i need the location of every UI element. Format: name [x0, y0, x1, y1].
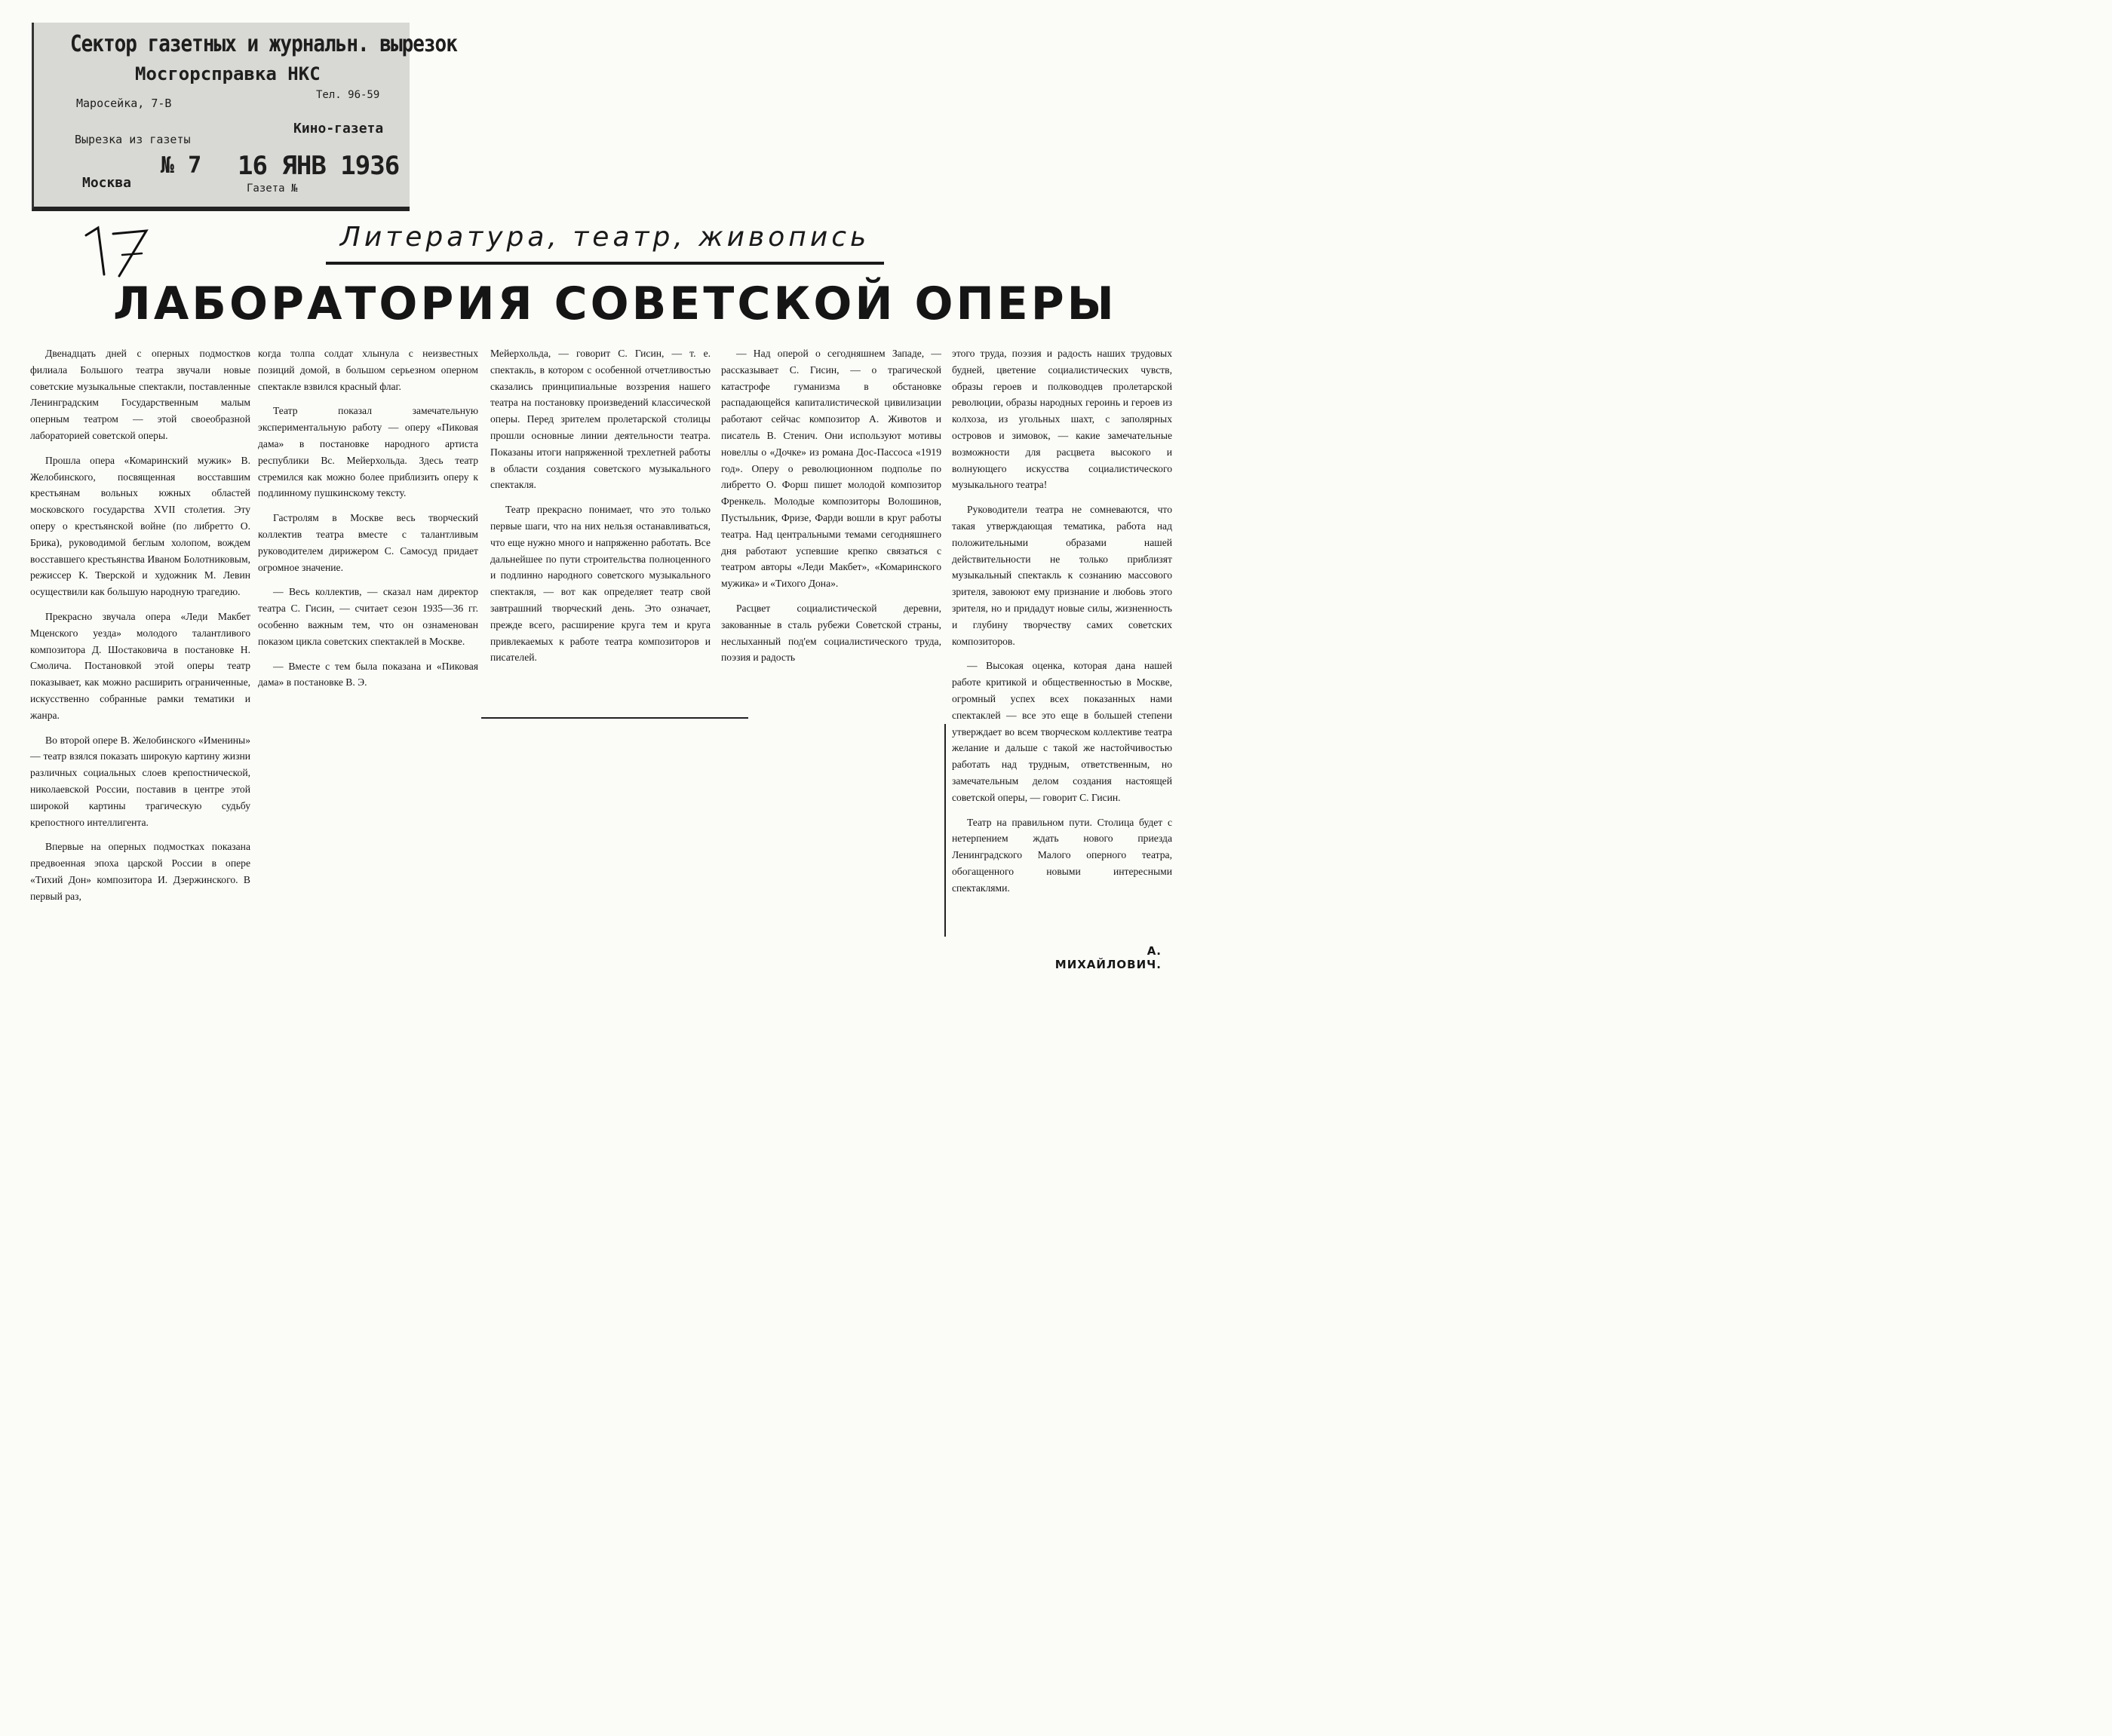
paragraph: этого труда, поэзия и радость наших трудовых будней, цветение социалистических чувств, образы героев и полководцев пролетарской революции, образы народных героинь и героев из колхоза, из угольных шахт, с заполярных островов и зимовок, — какие замечательные возможности для расцвета высокого и волнующего искусства социалистического музыкального театра!	[952, 348, 1172, 491]
paragraph: — Весь коллектив, — сказал нам директор театра С. Гисин, — считает сезон 1935—36 гг. особенно важным тем, что он ознаменован показом цикла советских спектаклей в Москве.	[258, 586, 478, 647]
paragraph: Впервые на оперных подмостках показана предвоенная эпоха царской России в опере «Тихий Дон» композитора И. Дзержинского. В первый раз,	[30, 841, 250, 902]
archive-clipping-stamp	[32, 23, 457, 211]
section-underline	[326, 262, 884, 265]
paragraph: Театр показал замечательную экспериментальную работу — оперу «Пиковая дама» в постановке народного артиста республики Вс. Мейерхольда. Здесь театр стремился как можно более приблизить оперу к подлинному пушкинскому тексту.	[258, 405, 478, 499]
handwritten-number	[81, 223, 154, 281]
section-heading: Литература, театр, живопись	[339, 222, 870, 253]
paragraph: Руководители театра не сомневаются, что такая утверждающая тематика, работа над положительными образами нашей действительности не только приблизят музыкальный спектакль к сознанию массового зрителя, завоюют ему признание и любовь этого зрителя, но и придадут новые силы, жизненность и глубину творчеству самих советских композиторов.	[952, 504, 1172, 647]
stamp-cut-from: Вырезка из газеты	[75, 133, 191, 146]
stamp-phone: Тел. 96-59	[316, 89, 380, 101]
article-column-2	[258, 345, 478, 699]
column-divider	[944, 724, 946, 937]
paragraph: когда толпа солдат хлынула с неизвестных позиций домой, в большом серьезном оперном спектакле взвился красный флаг.	[258, 348, 478, 392]
stamp-address: Маросейка, 7-В	[76, 97, 172, 110]
article-column-1	[30, 345, 250, 913]
article-column-4	[721, 345, 941, 674]
paragraph: Прошла опера «Комаринский мужик» В. Желобинского, посвященная восставшим крестьянам вольных южных областей московского государства XVII столетия. Эту оперу о крестьянской войне (по либретто О. Брика), руководимой беглым холопом, вождем восставшего крестьянства Иваном Болотниковым, режиссер К. Тверской и художник М. Левин осуществили как большую народную трагедию.	[30, 454, 250, 598]
paragraph: Театр прекрасно понимает, что это только первые шаги, что на них нельзя останавливаться, что еще нужно много и напряженно работать. Все дальнейшее по пути строительства полноценного и подлинно народного советского музыкального спектакля, — вот как определяет театр свой завтрашний творческий день. Это означает, прежде всего, расширение круга тем и круга привлекаемых к работе театра композиторов и писателей.	[490, 504, 711, 664]
stamp-title: Сектор газетных и журнальн. вырезок	[70, 31, 457, 58]
paragraph: Гастролям в Москве весь творческий коллектив театра вместе с талантливым руководителем дирижером С. Самосуд придает огромное значение.	[258, 512, 478, 573]
paragraph: Мейерхольда, — говорит С. Гисин, — т. е. спектакль, в котором с особенной отчетливостью сказались принципиальные воззрения нашего театра на постановку произведений классической оперы. Перед зрителем пролетарской столицы прошли основные линии деятельности театра. Показаны итоги напряженной трехлетней работы в области создания советского музыкального спектакля.	[490, 348, 711, 491]
column-end-rule	[481, 717, 748, 719]
paragraph: Расцвет социалистической деревни, закованные в сталь рубежи Советской страны, неслыханный под'ем социалистического труда, поэзия и радость	[721, 602, 941, 664]
stamp-city: Москва	[82, 175, 132, 191]
article-headline: ЛАБОРАТОРИЯ СОВЕТСКОЙ ОПЕРЫ	[113, 278, 1117, 330]
paragraph: Театр на правильном пути. Столица будет с нетерпением ждать нового приезда Ленинградского Малого оперного театра, обогащенного новыми интересными спектаклями.	[952, 816, 1172, 894]
paragraph: Двенадцать дней с оперных подмостков филиала Большого театра звучали новые советские музыкальные спектакли, поставленные Ленинградским Государственным малым оперным театром — этой своеобразной лабораторией советской оперы.	[30, 348, 250, 441]
stamp-subtitle: Мосгорсправка НКС	[135, 63, 321, 84]
stamp-date: 16 ЯНВ 1936	[238, 151, 400, 181]
stamp-issue-number: № 7	[161, 152, 202, 179]
stamp-gazeta-label: Газета №	[247, 182, 298, 195]
paragraph: — Вместе с тем была показана и «Пиковая дама» в постановке В. Э.	[258, 660, 478, 689]
stamp-newspaper: Кино-газета	[293, 121, 384, 136]
article-column-3	[490, 345, 711, 674]
article-author: А. МИХАЙЛОВИЧ.	[1054, 944, 1162, 971]
article-column-5	[952, 345, 1172, 905]
paragraph: — Высокая оценка, которая дана нашей работе критикой и общественностью в Москве, огромный успех всех показанных нами спектаклей — все это еще в большей степени утверждает во всем творческом коллективе театра желание и дальше с такой же настойчивостью работать над трудным, ответственным, но замечательным делом создания настоящей советской оперы, — говорит С. Гисин.	[952, 660, 1172, 803]
paragraph: Прекрасно звучала опера «Леди Макбет Мценского уезда» молодого талантливого композитора Д. Шостаковича в постановке Н. Смолича. Постановкой этой оперы театр показывает, как можно расширить ограниченные, искусственно собранные рамки тематики и жанра.	[30, 610, 250, 721]
paragraph: Во второй опере В. Желобинского «Именины» — театр взялся показать широкую картину жизни различных социальных слоев крепостнической, николаевской России, поставив в центре этой широкой картины трагическую судьбу крепостного интеллигента.	[30, 734, 250, 828]
paragraph: — Над оперой о сегодняшнем Западе, — рассказывает С. Гисин, — о трагической катастрофе гуманизма в обстановке распадающейся капиталистической цивилизации работают сейчас композитор А. Животов и писатель В. Стенич. Они используют мотивы новеллы о «Дочке» из романа Дос-Пассоса «1919 год». Оперу о революционном подполье по либретто О. Форш пишет молодой композитор Френкель. Молодые композиторы Волошинов, Пустыльник, Фризе, Фарди вошли в круг работы театра. Над центральными темами сегодняшнего дня работают успевшие крепко связаться с театром авторы «Леди Макбет», «Комаринского мужика» и «Тихого Дона».	[721, 348, 941, 590]
